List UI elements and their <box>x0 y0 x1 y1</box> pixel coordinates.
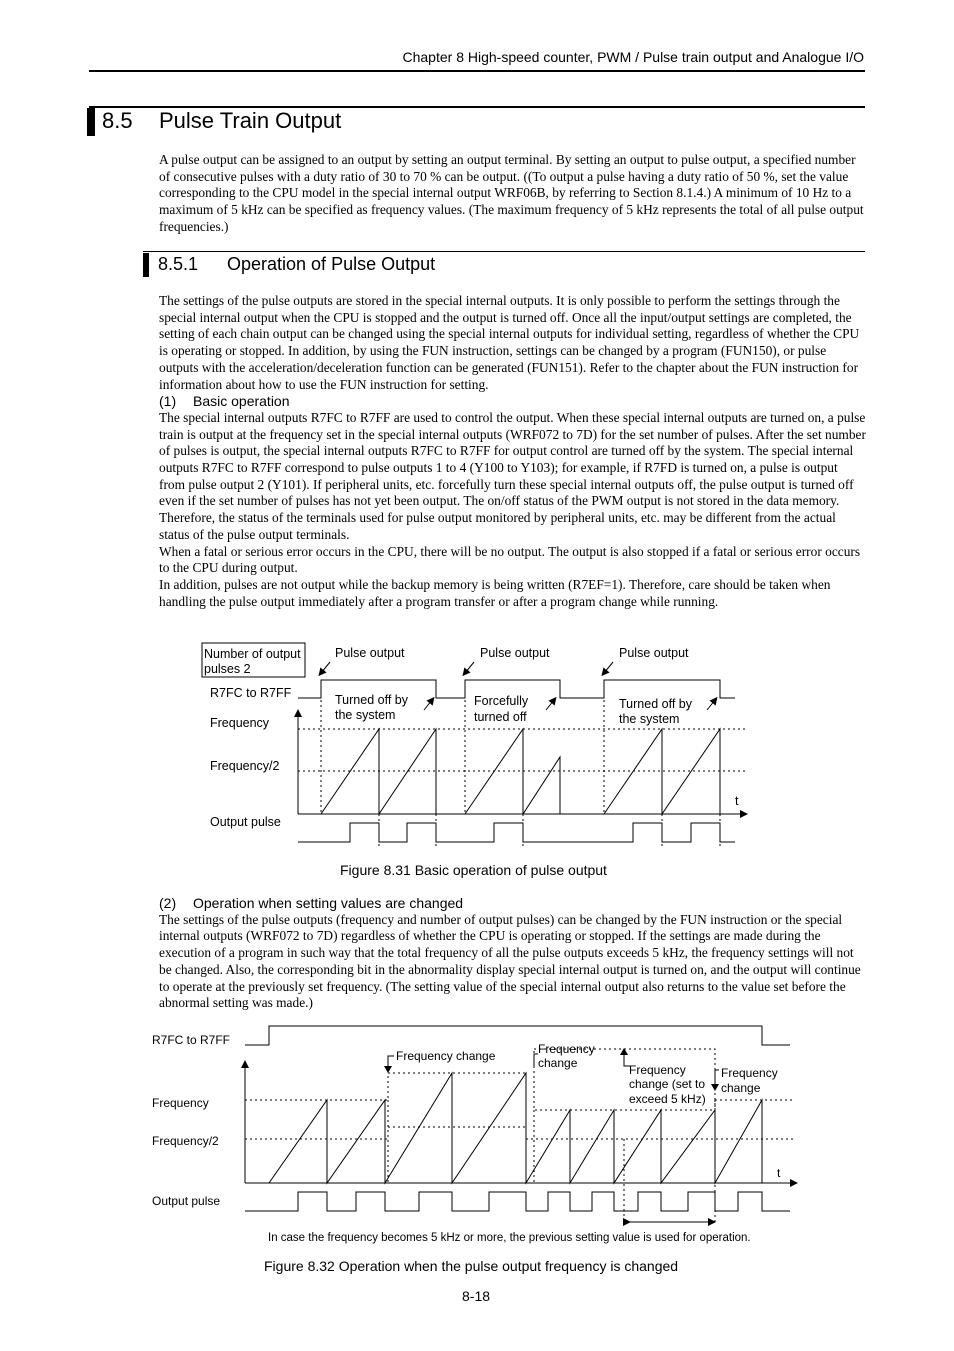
note-forcefully-off: Forcefully <box>474 694 529 708</box>
frequency-change-label: Frequency <box>538 1042 595 1056</box>
item1-number: (1) <box>159 393 177 410</box>
note-turned-off: the system <box>335 708 396 722</box>
running-header: Chapter 8 High-speed counter, PWM / Pulse train output and Analogue I/O <box>402 49 864 65</box>
item2-number: (2) <box>159 895 177 911</box>
frequency-change-label: change <box>538 1056 578 1070</box>
figure2-caption: Figure 8.32 Operation when the pulse output frequency is changed <box>264 1258 679 1274</box>
pulse-output-label: Pulse output <box>335 646 405 660</box>
frequency-change-label: exceed 5 kHz) <box>629 1092 706 1106</box>
item2-title: Operation when setting values are changed <box>193 895 464 911</box>
signal-label-frequency: Frequency <box>210 716 270 730</box>
frequency-change-label: Frequency <box>721 1066 778 1080</box>
signal-label-frequency-half: Frequency/2 <box>210 759 280 773</box>
r7fc-waveform <box>245 1026 790 1045</box>
section-number: 8.5 <box>102 108 133 133</box>
item1-paragraph: In addition, pulses are not output while the backup memory is being written (R7EF=1). Therefore, care should be taken when handling the pulse output immediately after a program transfer or after a program change while running. <box>159 576 831 609</box>
frequency-change-label: change (set to <box>629 1077 706 1091</box>
item1-title: Basic operation <box>193 393 290 410</box>
frequency-change-arrow <box>384 1066 392 1073</box>
note-turned-off: Turned off by <box>619 697 692 711</box>
time-axis-label: t <box>777 1166 781 1180</box>
pulse-output-label: Pulse output <box>480 646 550 660</box>
output-pulse-waveform <box>245 1192 790 1211</box>
figure1-caption: Figure 8.31 Basic operation of pulse output <box>340 862 607 878</box>
item2-paragraph: The settings of the pulse outputs (frequency and number of output pulses) can be changed by the FUN instruction or the special internal outputs (WRF072 to 7D) regardless of whether the CPU is operating or stopped. If the settings are made during the execution of a program in such way that the total frequency of all the pulse outputs exceeds 5 kHz, the frequency settings will not be changed. Also, the corresponding bit in the abnormality display special internal output is turned on, and the output will continue to operate at the previously set frequency. (The setting value of the special internal output also returns to the value set before the abnormal setting was made.) <box>159 911 861 1011</box>
note-turned-off: Turned off by <box>335 693 408 707</box>
signal-label-r7fc: R7FC to R7FF <box>210 686 292 700</box>
pulse-output-label: Pulse output <box>619 646 689 660</box>
signal-label-r7fc: R7FC to R7FF <box>152 1033 231 1047</box>
intro-paragraph: A pulse output can be assigned to an output by setting an output terminal. By setting an output to pulse output, a specified number of consecutive pulses with a duty ratio of 30 to 70 % can be output. ((To output a pulse having a duty ratio of 50 %, set the value corresponding to the CPU model in the special internal output WRF06B, by referring to Section 8.1.4.) A minimum of 10 Hz to a maximum of 5 kHz can be specified as frequency values. (The maximum frequency of 5 kHz represents the total of all pulse output frequencies.) <box>159 152 864 234</box>
frequency-change-label: Frequency <box>629 1063 686 1077</box>
signal-label-frequency: Frequency <box>152 1096 209 1110</box>
sub-intro-paragraph: The settings of the pulse outputs are stored in the special internal outputs. It is only possible to perform the settings through the special internal output when the CPU is stopped and the output is turned off. Once all the input/output settings are completed, the setting of each chain output can be changed using the special internal outputs for individual setting, regardless of whether the CPU is operating or stopped. In addition, by using the FUN instruction, settings can be changed by a program (FUN150), or pulse outputs with the acceleration/deceleration function can be generated (FUN151). Refer to the chapter about the FUN instruction for information about how to use the FUN instruction for setting. <box>159 293 860 392</box>
item1-paragraph: When a fatal or serious error occurs in the CPU, there will be no output. The output is also stopped if a fatal or serious error occurs to the CPU during output. <box>159 543 861 576</box>
frequency-change-label: Frequency change <box>396 1049 496 1063</box>
pulse-count-label: pulses 2 <box>204 662 251 676</box>
signal-label-output-pulse: Output pulse <box>210 815 281 829</box>
item1-paragraph: The special internal outputs R7FC to R7FF are used to control the output. When these special internal outputs are turned on, a pulse train is output at the frequency set in the special internal outputs (WRF072 to 7D) for the set number of pulses. After the set number of pulses is output, the special internal outputs R7FC to R7FF for output control are turned off by the system. The special internal outputs R7FC to R7FF correspond to pulse outputs 1 to 4 (Y100 to Y103); for example, if R7FD is turned on, a pulse is output from pulse output 2 (Y101). If peripheral units, etc. forcefully turn these special internal outputs off, the pulse output is turned off even if the set number of pulses has not yet been output. The on/off status of the PWM output is not stored in the data memory. Therefore, the status of the terminals used for pulse output monitored by peripheral units, etc. may be different from the actual status of the pulse output terminals. <box>159 409 866 542</box>
note-forcefully-off: turned off <box>474 710 527 724</box>
frequency-change-label: change <box>721 1081 761 1095</box>
figure2-note: In case the frequency becomes 5 kHz or more, the previous setting value is used for operation. <box>268 1232 751 1244</box>
subsection-title: Operation of Pulse Output <box>227 254 436 274</box>
time-axis-label: t <box>735 794 739 808</box>
signal-label-output-pulse: Output pulse <box>152 1194 221 1208</box>
signal-label-frequency-half: Frequency/2 <box>152 1134 219 1148</box>
note-turned-off: the system <box>619 712 680 726</box>
page-number: 8-18 <box>462 1288 491 1304</box>
subsection-number: 8.5.1 <box>158 254 199 274</box>
pulse-count-label: Number of output <box>204 647 301 661</box>
section-title: Pulse Train Output <box>159 108 342 133</box>
